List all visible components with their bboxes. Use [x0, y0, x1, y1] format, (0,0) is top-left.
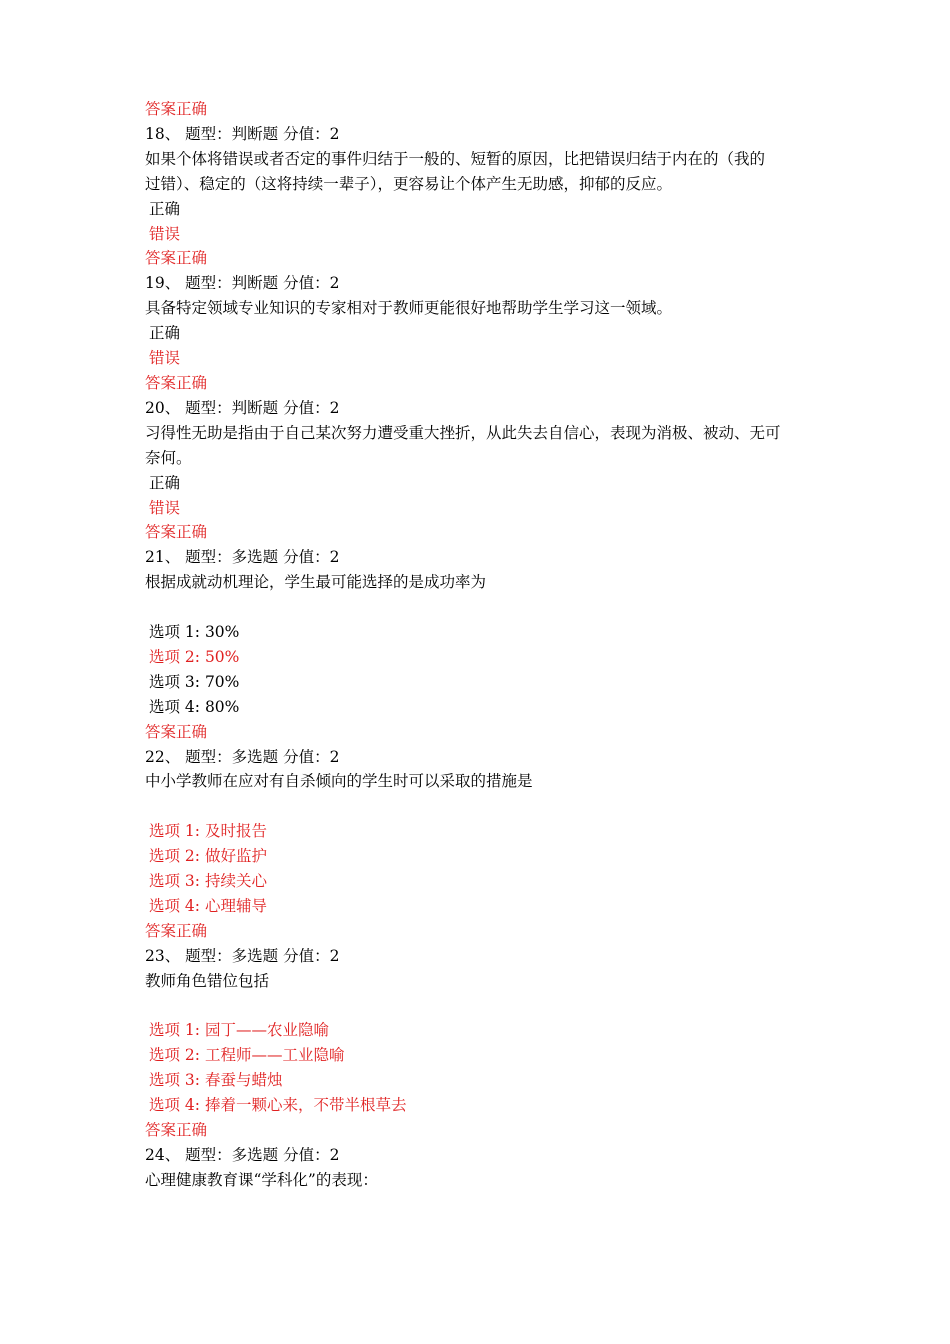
question-text: 教师角色错位包括 [145, 971, 270, 990]
answer-option: 正确 [149, 199, 181, 218]
answer-result: 答案正确 [145, 921, 208, 940]
answer-option: 选项 2: 做好监护 [149, 847, 267, 866]
answer-option: 选项 2: 工程师——工业隐喻 [149, 1046, 345, 1065]
answer-option: 选项 1: 及时报告 [149, 822, 267, 841]
answer-option: 选项 4: 80% [149, 697, 240, 716]
answer-result: 答案正确 [145, 100, 208, 118]
question-header: 24、 题型：多选题 分值：2 [145, 1146, 340, 1165]
answer-option: 错误 [149, 224, 181, 243]
answer-option: 选项 2: 50% [149, 647, 240, 666]
answer-option: 选项 4: 捧着一颗心来，不带半根草去 [149, 1096, 407, 1115]
answer-result: 答案正确 [145, 249, 208, 268]
question-text: 具备特定领域专业知识的专家相对于教师更能很好地帮助学生学习这一领域。 [145, 299, 673, 318]
question-list [145, 122, 815, 1193]
question-text: 中小学教师在应对有自杀倾向的学生时可以采取的措施是 [145, 772, 533, 791]
question-text: 根据成就动机理论，学生最可能选择的是成功率为 [145, 573, 487, 592]
question-block [145, 545, 815, 744]
question-header: 22、 题型：多选题 分值：2 [145, 747, 340, 766]
document-page [145, 97, 815, 1193]
question-block [145, 122, 815, 271]
answer-option: 选项 1: 园丁——农业隐喻 [149, 1021, 329, 1040]
answer-option: 正确 [149, 473, 181, 492]
answer-option: 选项 3: 春蚕与蜡烛 [149, 1071, 283, 1090]
answer-option: 正确 [149, 324, 181, 343]
question-block [145, 271, 815, 396]
question-text: 如果个体将错误或者否定的事件归结于一般的、短暂的原因，比把错误归结于内在的（我的 [145, 149, 766, 168]
answer-result: 答案正确 [145, 722, 208, 741]
answer-result: 答案正确 [145, 373, 208, 392]
question-text: 心理健康教育课“学科化”的表现： [145, 1170, 378, 1189]
question-block [145, 1143, 815, 1193]
answer-option: 错误 [149, 498, 181, 517]
spacer [145, 994, 815, 1019]
answer-option: 错误 [149, 349, 181, 368]
answer-option: 选项 1: 30% [149, 623, 240, 642]
spacer [145, 595, 815, 620]
question-header: 19、 题型：判断题 分值：2 [145, 274, 340, 293]
answer-option: 选项 3: 70% [149, 672, 240, 691]
spacer [145, 794, 815, 819]
question-text: 奈何。 [145, 448, 192, 467]
question-block [145, 745, 815, 944]
question-header: 23、 题型：多选题 分值：2 [145, 946, 340, 965]
question-header: 21、 题型：多选题 分值：2 [145, 548, 340, 567]
answer-option: 选项 3: 持续关心 [149, 872, 267, 891]
answer-option: 选项 4: 心理辅导 [149, 896, 267, 915]
question-header: 18、 题型：判断题 分值：2 [145, 124, 340, 143]
question-header: 20、 题型：判断题 分值：2 [145, 398, 340, 417]
answer-result: 答案正确 [145, 1121, 208, 1140]
answer-result: 答案正确 [145, 523, 208, 542]
question-text: 习得性无助是指由于自己某次努力遭受重大挫折，从此失去自信心，表现为消极、被动、无可 [145, 423, 781, 442]
question-block [145, 396, 815, 545]
question-block [145, 944, 815, 1143]
question-text: 过错）、稳定的（这将持续一辈子），更容易让个体产生无助感，抑郁的反应。 [145, 174, 673, 193]
